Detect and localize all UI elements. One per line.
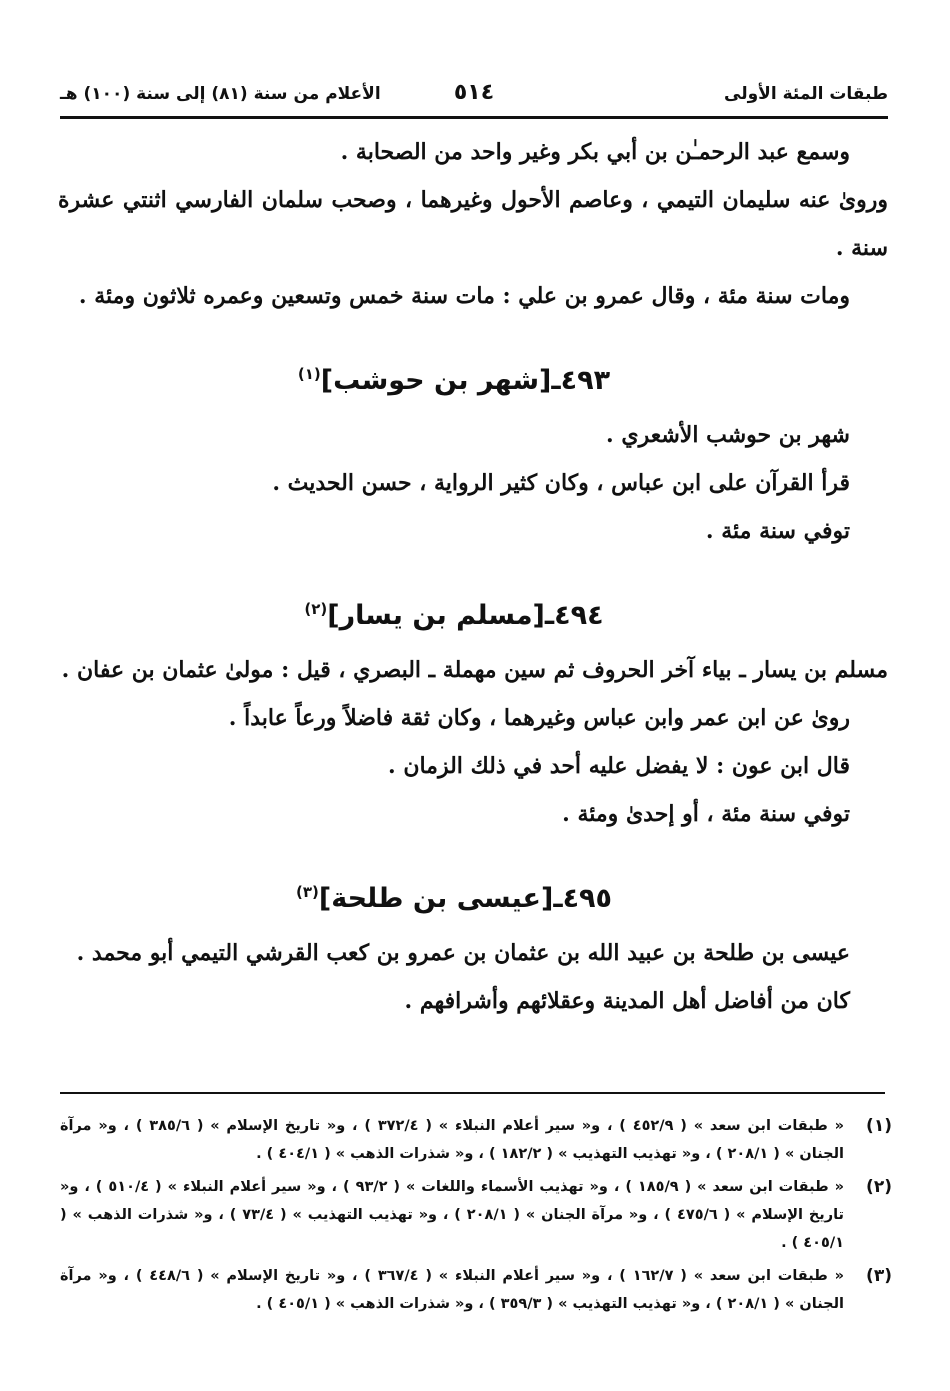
main-text [58,128,888,1025]
footnote-number: (٣) [866,1266,892,1286]
entry-paragraph: قال ابن عون : لا يفضل عليه أحد في ذلك الزمان . [388,753,850,779]
intro-paragraph: وروىٰ عنه سليمان التيمي ، وعاصم الأحول وغيرهما ، وصحب سلمان الفارسي اثنتي عشرة سنة . [58,187,888,261]
entry-paragraph: عيسى بن طلحة بن عبيد الله بن عثمان بن عمرو بن كعب القرشي التيمي أبو محمد . [76,940,850,966]
entry-number: ٤٩٥ـ [553,883,613,914]
footnote-number: (٢) [866,1177,892,1197]
running-header [60,80,888,114]
footnote-number: (١) [866,1116,892,1136]
footnotes [60,1112,892,1323]
entry-paragraph: روىٰ عن ابن عمر وابن عباس وغيرهما ، وكان ثقة فاضلاً ورعاً عابداً . [228,705,850,731]
footnote-ref: (٢) [304,600,328,618]
entry-heading [58,350,850,405]
entry-paragraph: قرأ القرآن على ابن عباس ، وكان كثير الرواية ، حسن الحديث . [272,470,850,496]
book-title: طبقات المئة الأولى [724,84,888,104]
entry-name: [عيسى بن طلحة] [318,883,554,914]
footnote-ref: (٣) [295,883,319,901]
footnote-text: « طبقات ابن سعد » ( ١٦٢/٧ ) ، و« سير أعلام النبلاء » ( ٣٦٧/٤ ) ، و« تاريخ الإسلام » ( ٤٤٨/٦ ) ، و« مرآة الجنان » ( ٢٠٨/١ ) ، و« تهذيب التهذيب » ( ٣٥٩/٣ ) ، و« شذرات الذهب » ( ٤٠٥/١ ) . [60,1268,844,1312]
entry-name: [شهر بن حوشب] [320,365,552,396]
intro-paragraph: وسمع عبد الرحمـٰن بن أبي بكر وغير واحد من الصحابة . [340,139,850,165]
entry-paragraph: توفي سنة مئة ، أو إحدىٰ ومئة . [562,801,850,827]
page-number: ٥١٤ [453,80,495,105]
entry-number: ٤٩٤ـ [544,600,604,631]
footnote-ref: (١) [297,365,321,383]
section-title: الأعلام من سنة (٨١) إلى سنة (١٠٠) هـ [60,84,381,104]
entry-heading [58,585,850,640]
header-rule [60,116,888,119]
entry-name: [مسلم بن يسار] [327,600,545,631]
footnote [60,1173,892,1257]
footnote [60,1112,892,1168]
entry-heading [58,868,850,923]
entry-number: ٤٩٣ـ [551,365,611,396]
footnote-text: « طبقات ابن سعد » ( ١٨٥/٩ ) ، و« تهذيب الأسماء واللغات » ( ٩٣/٢ ) ، و« سير أعلام النبلاء » ( ٥١٠/٤ ) ، و« تاريخ الإسلام » ( ٤٧٥/٦ ) ، و« مرآة الجنان » ( ٢٠٨/١ ) ، و« تهذيب التهذيب » ( ٧٣/٤ ) ، و« شذرات الذهب » ( ٤٠٥/١ ) . [60,1179,845,1251]
entry-paragraph: مسلم بن يسار ـ بياء آخر الحروف ثم سين مهملة ـ البصري ، قيل : مولىٰ عثمان بن عفان . [61,657,888,683]
footnote-text: « طبقات ابن سعد » ( ٤٥٢/٩ ) ، و« سير أعلام النبلاء » ( ٣٧٢/٤ ) ، و« تاريخ الإسلام » ( ٣٨٥/٦ ) ، و« مرآة الجنان » ( ٢٠٨/١ ) ، و« تهذيب التهذيب » ( ١٨٢/٢ ) ، و« شذرات الذهب » ( ٤٠٤/١ ) . [60,1118,844,1162]
entry-paragraph: توفي سنة مئة . [705,518,850,544]
footnote-separator [60,1092,885,1094]
intro-paragraph: ومات سنة مئة ، وقال عمرو بن علي : مات سنة خمس وتسعين وعمره ثلاثون ومئة . [78,283,850,309]
footnote [60,1262,892,1318]
entry-paragraph: شهر بن حوشب الأشعري . [606,422,850,448]
entry-paragraph: كان من أفاضل أهل المدينة وعقلائهم وأشرافهم . [404,988,850,1014]
